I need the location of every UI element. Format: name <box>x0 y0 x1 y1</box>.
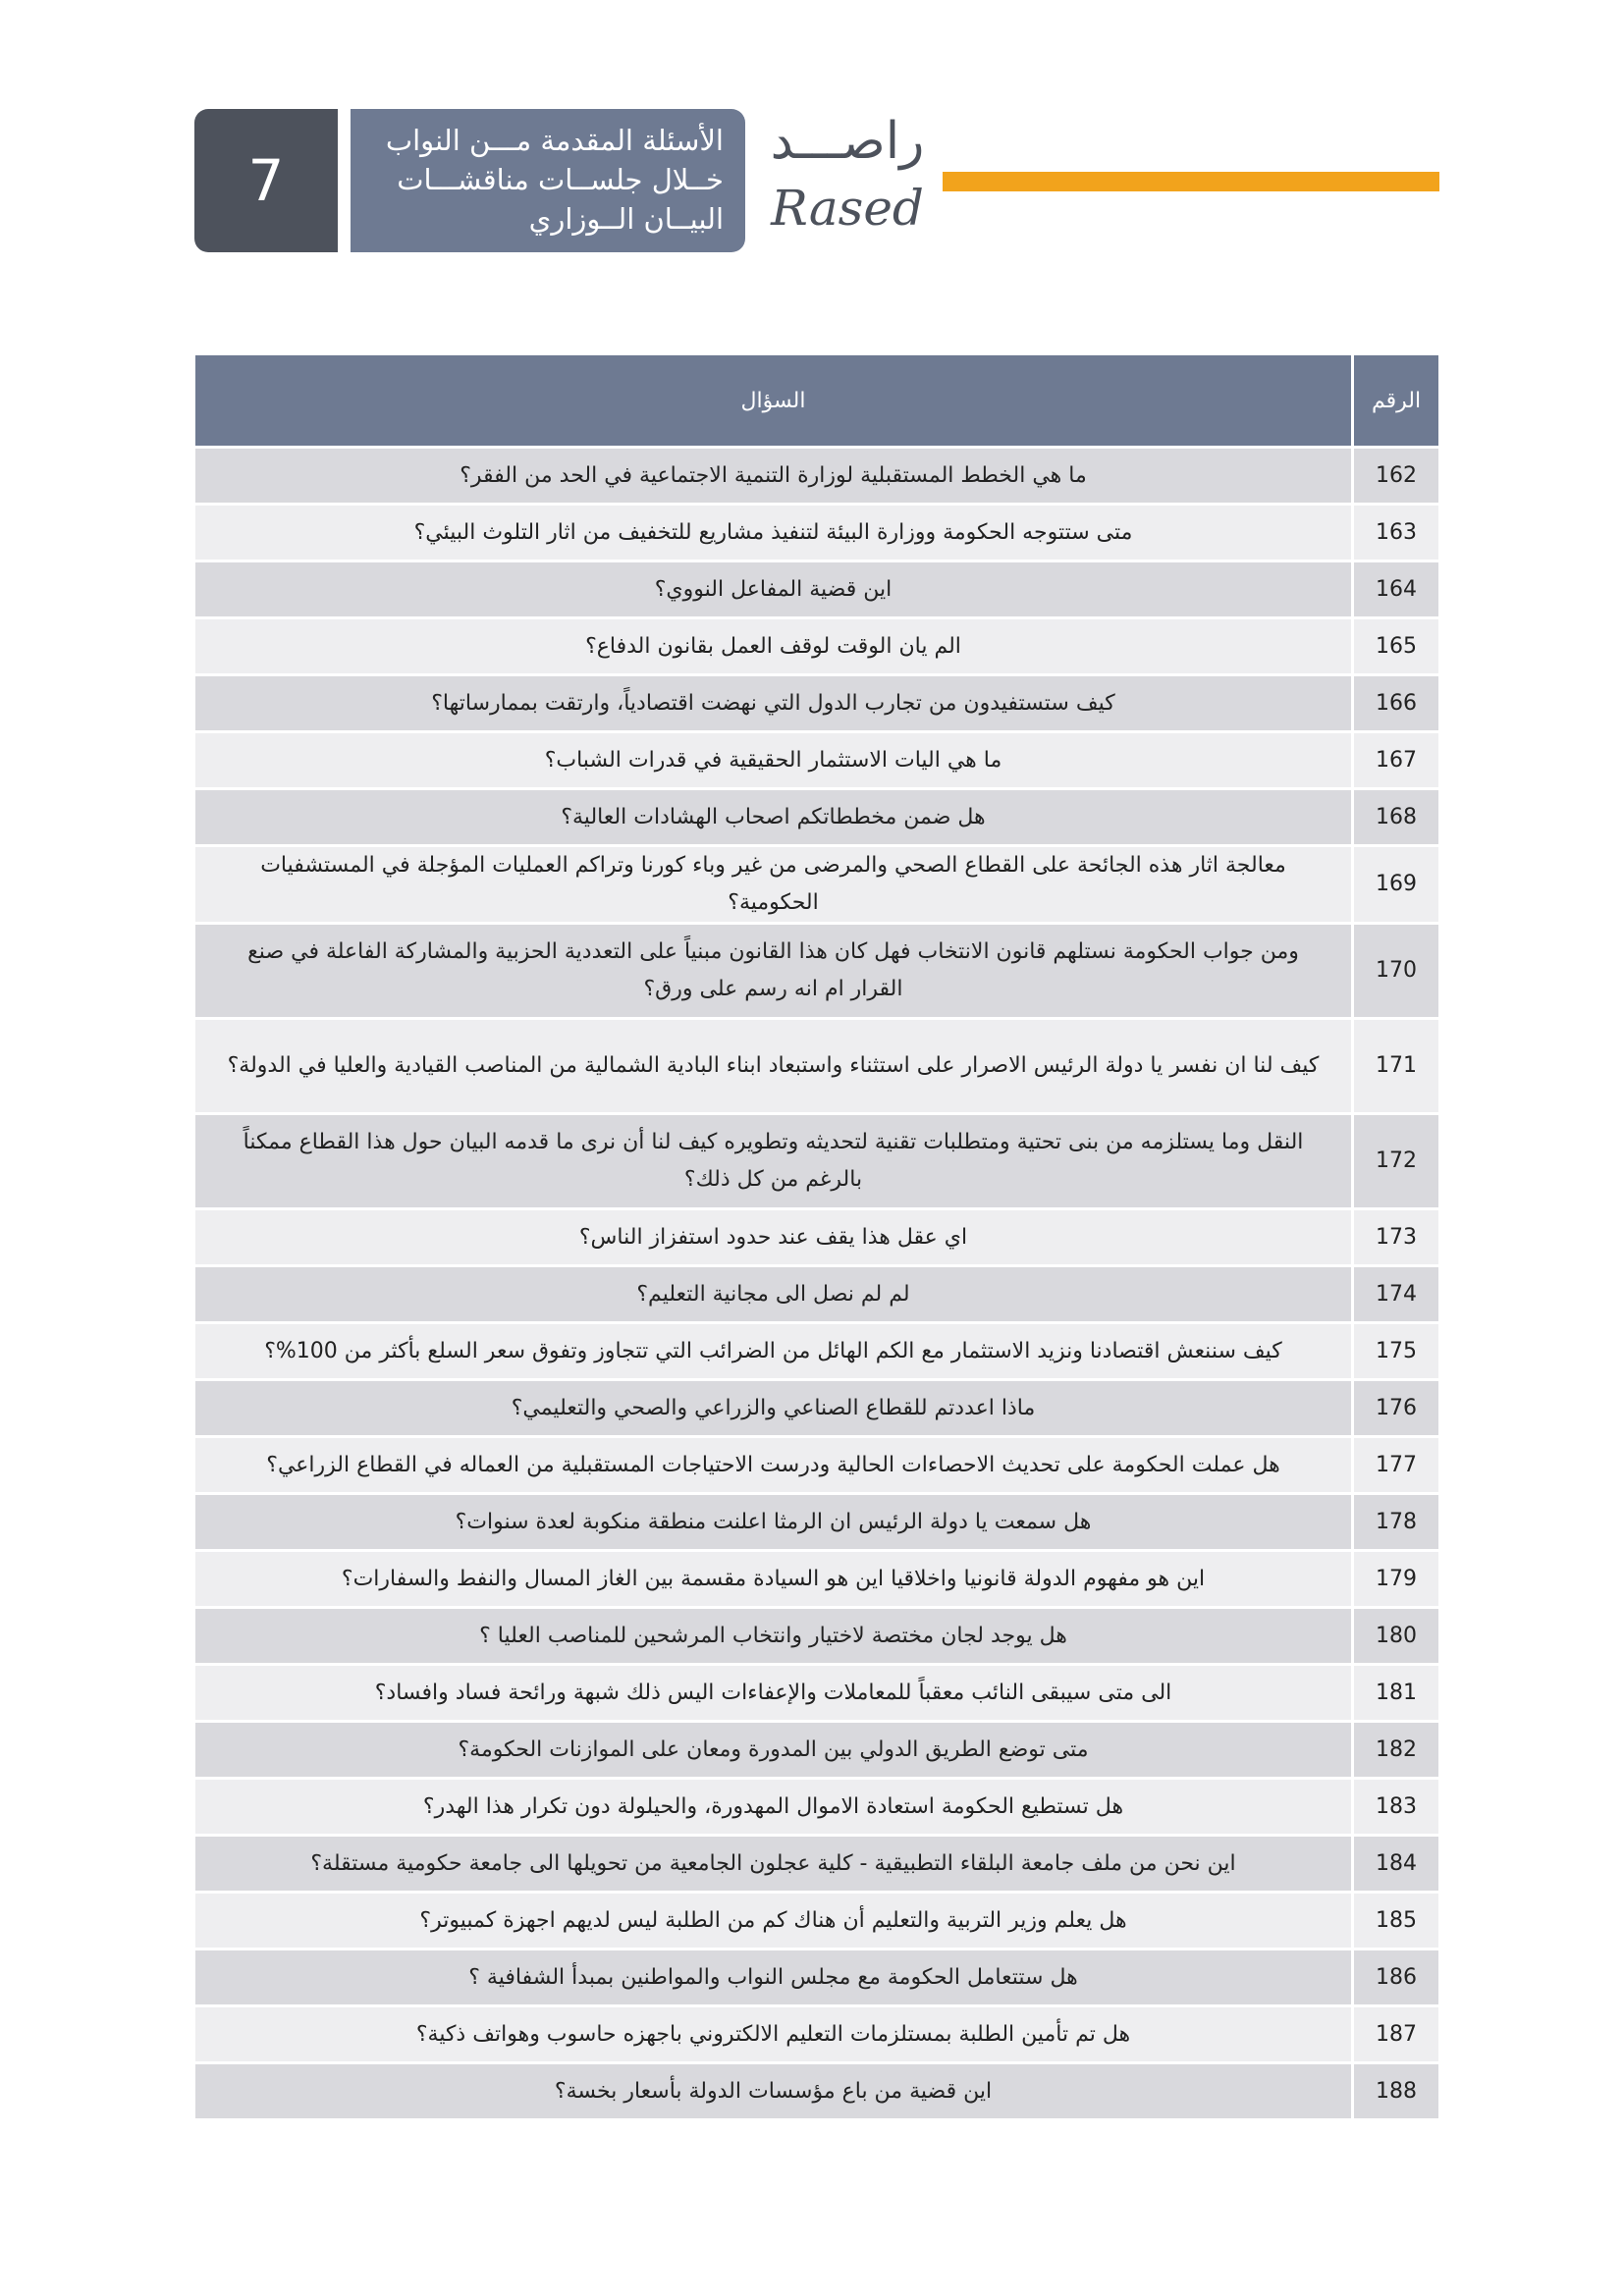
question-number-cell: 183 <box>1351 1777 1438 1834</box>
table-row <box>195 673 1438 730</box>
table-row <box>195 1378 1438 1435</box>
document-title-box <box>351 109 745 252</box>
table-row <box>195 2061 1438 2118</box>
table-row <box>195 922 1438 1017</box>
question-text-cell: النقل وما يستلزمه من بنى تحتية ومتطلبات تقنية لتحديثه وتطويره كيف لنا أن نرى ما قدمه البيان حول هذا القطاع ممكناً بالرغم من كل ذلك؟ <box>195 1112 1351 1207</box>
question-number-cell: 178 <box>1351 1492 1438 1549</box>
question-text-cell: الى متى سيبقى النائب معقباً للمعاملات والإعفاءات اليس ذلك شبهة ورائحة فساد وافساد؟ <box>195 1663 1351 1720</box>
question-text-cell: هل ضمن مخططاتكم اصحاب الهشادات العالية؟ <box>195 787 1351 844</box>
question-number-cell: 166 <box>1351 673 1438 730</box>
brand-logo-latin: Rased <box>771 180 924 237</box>
question-number-cell: 180 <box>1351 1606 1438 1663</box>
question-text-cell: كيف سننعش اقتصادنا ونزيد الاستثمار مع الكم الهائل من الضرائب التي تتجاوز وتفوق سعر السلع بأكثر من 100%؟ <box>195 1321 1351 1378</box>
question-text-cell: اي عقل هذا يقف عند حدود استفزاز الناس؟ <box>195 1207 1351 1264</box>
question-text-cell: متى توضع الطريق الدولي بين المدورة ومعان على الموازنات الحكومة؟ <box>195 1720 1351 1777</box>
table-row <box>195 616 1438 673</box>
question-text-cell: متى ستتوجه الحكومة ووزارة البيئة لتنفيذ مشاريع للتخفيف من اثار التلوث البيئي؟ <box>195 503 1351 560</box>
table-row <box>195 1834 1438 1891</box>
question-text-cell: هل تستطيع الحكومة استعادة الاموال المهدورة، والحيلولة دون تكرار هذا الهدر؟ <box>195 1777 1351 1834</box>
question-text-cell: هل ستتعامل الحكومة مع مجلس النواب والمواطنين بمبدأ الشفافية ؟ <box>195 1948 1351 2004</box>
header-accent-bar <box>943 172 1439 191</box>
question-text-cell: ومن جواب الحكومة نستلهم قانون الانتخاب فهل كان هذا القانون مبنياً على التعددية الحزبية والمشاركة الفاعلة في صنع القرار ام انه رسم على ورق؟ <box>195 922 1351 1017</box>
question-number-cell: 169 <box>1351 844 1438 922</box>
title-line-1: الأسئلة المقدمة مـــن النواب <box>385 124 724 157</box>
brand-logo-arabic: راصـــد <box>770 112 925 171</box>
table-row <box>195 1606 1438 1663</box>
table-row <box>195 1663 1438 1720</box>
table-row <box>195 1264 1438 1321</box>
table-row <box>195 1549 1438 1606</box>
table-row <box>195 1492 1438 1549</box>
title-line-3: البيــان الــوزاري <box>528 202 724 236</box>
table-row <box>195 1017 1438 1112</box>
table-body <box>195 446 1438 2118</box>
question-number-cell: 181 <box>1351 1663 1438 1720</box>
question-number-cell: 162 <box>1351 446 1438 503</box>
question-number-cell: 177 <box>1351 1435 1438 1492</box>
question-number-cell: 170 <box>1351 922 1438 1017</box>
question-number-cell: 179 <box>1351 1549 1438 1606</box>
question-text-cell: معالجة اثار هذه الجائحة على القطاع الصحي والمرضى من غير وباء كورنا وتراكم العمليات المؤجلة في المستشفيات الحكومية؟ <box>195 844 1351 922</box>
question-number-cell: 186 <box>1351 1948 1438 2004</box>
question-text-cell: هل تم تأمين الطلبة بمستلزمات التعليم الالكتروني باجهزه حاسوب وهواتف ذكية؟ <box>195 2004 1351 2061</box>
question-number-cell: 184 <box>1351 1834 1438 1891</box>
question-text-cell: هل عملت الحكومة على تحديث الاحصاءات الحالية ودرست الاحتياجات المستقبلية من العماله في القطاع الزراعي؟ <box>195 1435 1351 1492</box>
question-number-cell: 176 <box>1351 1378 1438 1435</box>
question-text-cell: ما هي اليات الاستثمار الحقيقية في قدرات الشباب؟ <box>195 730 1351 787</box>
title-line-2: خــلال جلســات مناقشـــات <box>397 163 724 196</box>
question-number-cell: 167 <box>1351 730 1438 787</box>
column-header-question: السؤال <box>195 355 1351 446</box>
table-row <box>195 1777 1438 1834</box>
question-text-cell: هل يوجد لجان مختصة لاختيار وانتخاب المرشحين للمناصب العليا ؟ <box>195 1606 1351 1663</box>
question-text-cell: كيف لنا ان نفسر يا دولة الرئيس الاصرار على استثناء واستبعاد ابناء البادية الشمالية من المناصب القيادية والعليا في الدولة؟ <box>195 1017 1351 1112</box>
table-row <box>195 787 1438 844</box>
question-text-cell: الم يان الوقت لوقف العمل بقانون الدفاع؟ <box>195 616 1351 673</box>
page-number: 7 <box>194 109 338 252</box>
table-row <box>195 1891 1438 1948</box>
table-header-row <box>195 355 1438 446</box>
question-number-cell: 185 <box>1351 1891 1438 1948</box>
table-row <box>195 1435 1438 1492</box>
table-row <box>195 1720 1438 1777</box>
question-text-cell: اين قضية المفاعل النووي؟ <box>195 560 1351 616</box>
table-row <box>195 1112 1438 1207</box>
question-text-cell: ما هي الخطط المستقبلية لوزارة التنمية الاجتماعية في الحد من الفقر؟ <box>195 446 1351 503</box>
question-number-cell: 163 <box>1351 503 1438 560</box>
table-row <box>195 730 1438 787</box>
table-row <box>195 1948 1438 2004</box>
table-row <box>195 1321 1438 1378</box>
question-text-cell: اين هو مفهوم الدولة قانونيا واخلاقيا اين هو السيادة مقسمة بين الغاز المسال والنفط والسفارات؟ <box>195 1549 1351 1606</box>
question-number-cell: 187 <box>1351 2004 1438 2061</box>
question-number-cell: 188 <box>1351 2061 1438 2118</box>
question-number-cell: 174 <box>1351 1264 1438 1321</box>
question-number-cell: 175 <box>1351 1321 1438 1378</box>
question-text-cell: ماذا اعددتم للقطاع الصناعي والزراعي والصحي والتعليمي؟ <box>195 1378 1351 1435</box>
question-number-cell: 173 <box>1351 1207 1438 1264</box>
question-number-cell: 164 <box>1351 560 1438 616</box>
question-number-cell: 165 <box>1351 616 1438 673</box>
question-text-cell: لم لم نصل الى مجانية التعليم؟ <box>195 1264 1351 1321</box>
question-number-cell: 168 <box>1351 787 1438 844</box>
table-row <box>195 1207 1438 1264</box>
question-text-cell: كيف ستستفيدون من تجارب الدول التي نهضت اقتصادياً، وارتقت بممارساتها؟ <box>195 673 1351 730</box>
question-text-cell: اين قضية من باع مؤسسات الدولة بأسعار بخسة؟ <box>195 2061 1351 2118</box>
table-row <box>195 560 1438 616</box>
column-header-number: الرقم <box>1351 355 1438 446</box>
table-row <box>195 503 1438 560</box>
table-row <box>195 2004 1438 2061</box>
question-text-cell: اين نحن من ملف جامعة البلقاء التطبيقية - كلية عجلون الجامعية من تحويلها الى جامعة حكومية مستقلة؟ <box>195 1834 1351 1891</box>
question-number-cell: 172 <box>1351 1112 1438 1207</box>
table-row <box>195 446 1438 503</box>
question-text-cell: هل يعلم وزير التربية والتعليم أن هناك كم من الطلبة ليس لديهم اجهزة كمبيوتر؟ <box>195 1891 1351 1948</box>
table-row <box>195 844 1438 922</box>
question-text-cell: هل سمعت يا دولة الرئيس ان الرمثا اعلنت منطقة منكوبة لعدة سنوات؟ <box>195 1492 1351 1549</box>
questions-table <box>195 355 1438 2118</box>
question-number-cell: 182 <box>1351 1720 1438 1777</box>
question-number-cell: 171 <box>1351 1017 1438 1112</box>
